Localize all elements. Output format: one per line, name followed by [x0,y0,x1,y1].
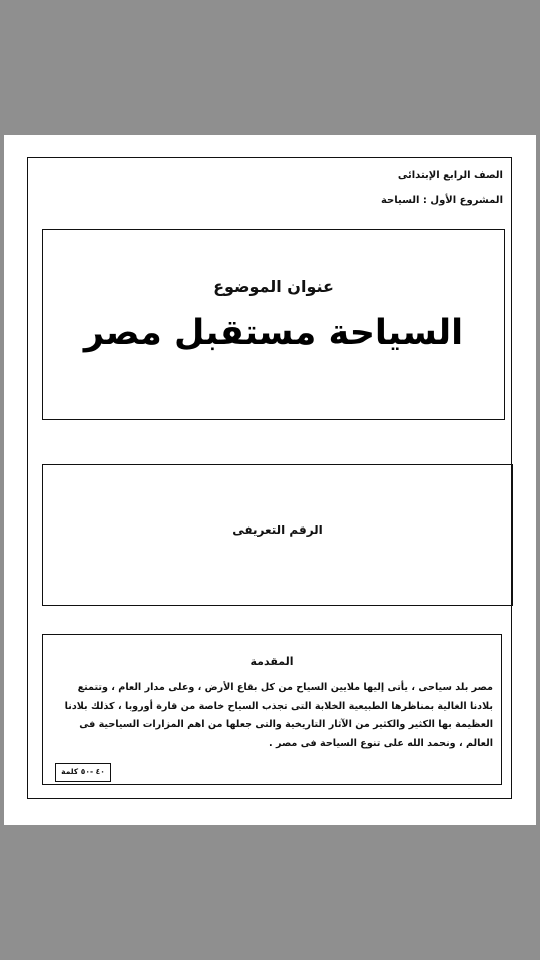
intro-box [42,634,502,785]
intro-heading: المقدمة [250,655,294,668]
topic-heading: عنوان الموضوع [213,277,334,296]
document-page [4,135,536,825]
page-border [27,157,512,799]
grade-label: الصف الرابع الإبتدائى [397,170,503,181]
id-box [42,464,513,606]
project-label: المشروع الأول : السياحة [380,195,503,206]
word-count-badge: ٤٠ -٥٠ كلمة [55,763,111,782]
intro-paragraph: مصر بلد سياحى ، يأتى إليها ملايين السياح من كل بقاع الأرض ، وعلى مدار العام ، وتتمتع بلادنا الغالية بمناظرها الطبيعية الخلابة التى تجذب السياح خاصة من قارة أوروبا ، كذلك بلادنا العظيمة بها الكثير والكثير من الآثار التاريخية والتى جعلها من اهم المزارات السياحية فى العالم ، ونحمد الله على تنوع السياحة فى مصر . [64,682,493,749]
id-label: الرقم التعريفى [232,523,323,537]
topic-title: السياحة مستقبل مصر [83,313,464,353]
title-box [42,229,505,420]
